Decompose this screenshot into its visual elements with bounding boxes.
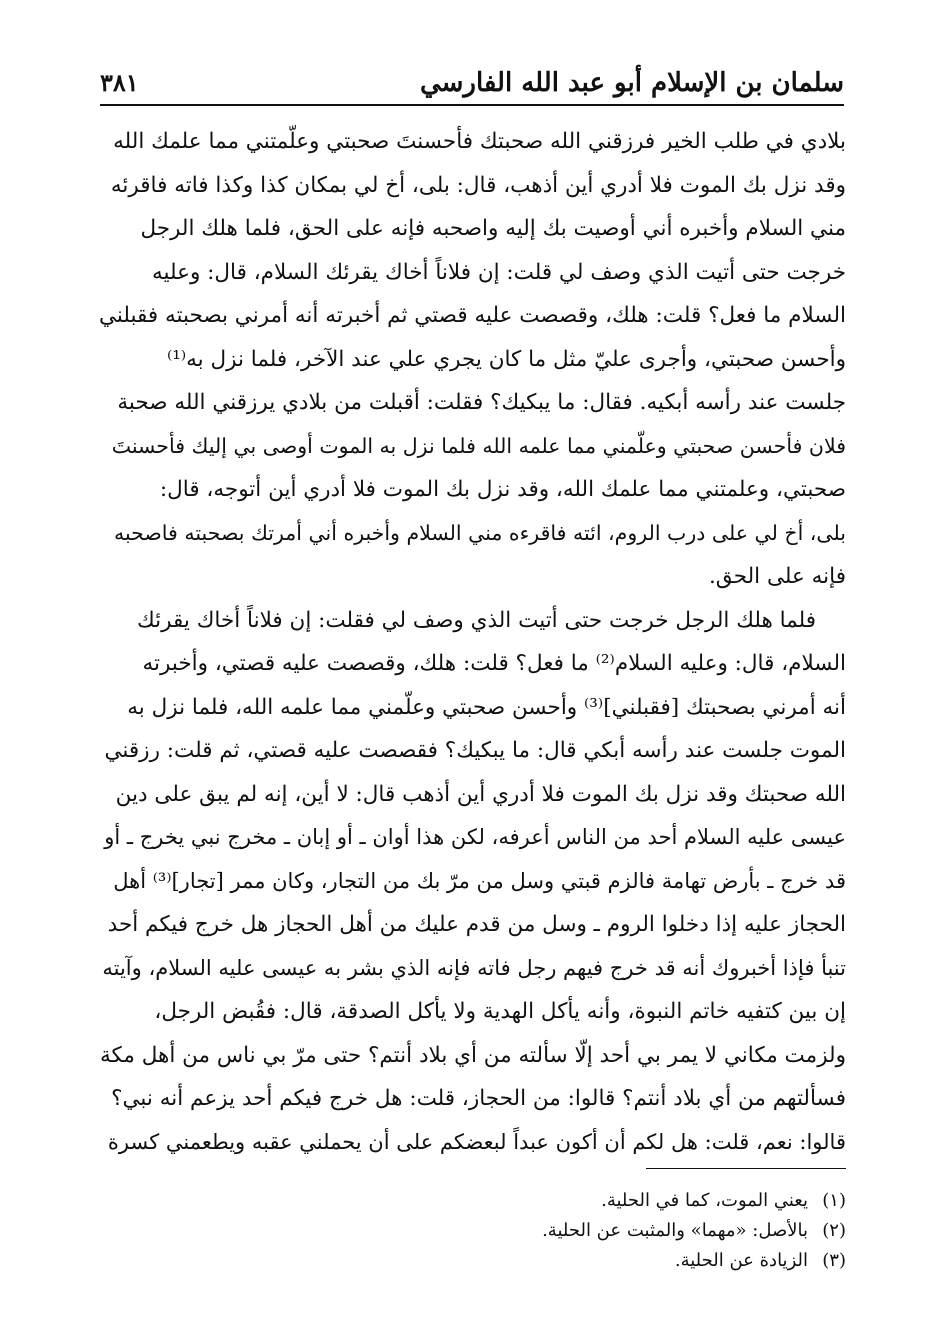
footnote-text: يعني الموت، كما في الحلية.	[601, 1190, 808, 1211]
text-line: بلى، أخ لي على درب الروم، ائته فاقرءه مني السلام وأخبره أني أمرتك بصحبته فاصحبه	[113, 520, 846, 545]
running-head-title: سلمان بن الإسلام أبو عبد الله الفارسي	[419, 68, 844, 98]
text-line: وقد نزل بك الموت فلا أدري أين أذهب، قال: بلى، أخ لي بمكان كذا وكذا فاته فاقرئه	[110, 172, 846, 198]
text-line: السلام ما فعل؟ قلت: هلك، وقصصت عليه قصتي ثم أخبرته أنه أمرني بصحبته فقبلني	[98, 303, 846, 328]
footnote-2	[98, 1216, 846, 1246]
footnote-3	[98, 1246, 846, 1276]
text-line: فلما هلك الرجل خرجت حتى أتيت الذي وصف لي فقلت: إن فلاناً أخاك يقرئك	[137, 607, 816, 633]
footnote-text: الزيادة عن الحلية.	[674, 1250, 808, 1271]
text-line: جلست عند رأسه أبكيه. فقال: ما يبكيك؟ فقلت: أقبلت من بلادي يرزقني الله صحبة	[117, 390, 846, 415]
text-line: فإنه على الحق.	[708, 564, 846, 589]
text-line: خرجت حتى أتيت الذي وصف لي قلت: إن فلاناً أخاك يقرئك السلام، قال: وعليه	[152, 259, 846, 285]
text-line: الله صحبتك وقد نزل بك الموت فلا أدري أين أذهب قال: لا أين، إنه لم يبق على دين	[115, 781, 846, 807]
footnote-number: (٢)	[822, 1220, 846, 1241]
footnote-text: بالأصل: «مهما» والمثبت عن الحلية.	[542, 1220, 808, 1241]
text-line: عيسى عليه السلام أحد من الناس أعرفه، لكن هذا أوان ـ أو إبان ـ مخرج نبي يخرج ـ أو	[104, 825, 846, 849]
text-line: وأحسن صحبتي، وأجرى عليّ مثل ما كان يجري علي عند الآخر، فلما نزل به⁽¹⁾	[166, 346, 846, 372]
footnotes	[98, 1186, 846, 1276]
footnote-number: (٣)	[822, 1250, 846, 1271]
paragraph-1	[98, 120, 846, 599]
text-line: الحجاز عليه إذا دخلوا الروم ـ وسل من قدم عليك من أهل الحجاز هل خرج فيكم أحد	[107, 912, 846, 937]
text-line: تنبأ فإذا أخبروك أنه قد خرج فيهم رجل فاته فإنه الذي بشر به عيسى عليه السلام، وآيته	[102, 955, 846, 980]
footnote-divider	[646, 1168, 846, 1169]
text-line: الموت جلست عند رأسه أبكي قال: ما يبكيك؟ فقصصت عليه قصتي، ثم قلت: رزقني	[104, 738, 846, 763]
text-line: فلان فأحسن صحبتي وعلّمني مما علمه الله فلما نزل به الموت أوصى بي إليك فأحسنتَ	[111, 433, 846, 458]
page-header	[100, 60, 844, 100]
text-line: إن بين كتفيه خاتم النبوة، وأنه يأكل الهدية ولا يأكل الصدقة، قال: فقُبض الرجل،	[154, 999, 846, 1024]
text-line: قالوا: نعم، قلت: هل لكم أن أكون عبداً لبعضكم على أن يحملني عقبه ويطعمني كسرة	[107, 1129, 846, 1154]
text-line: مني السلام وأخبره أني أوصيت بك إليه واصحبه فإنه على الحق، فلما هلك الرجل	[140, 216, 846, 241]
header-divider	[100, 104, 844, 106]
footnote-number: (١)	[822, 1190, 846, 1211]
text-line: أنه أمرني بصحبتك [فقبلني]⁽³⁾ وأحسن صحبتي وعلّمني مما علمه الله، فلما نزل به	[127, 694, 846, 720]
main-text	[98, 120, 846, 1164]
text-line: قد خرج ـ بأرض تهامة فالزم قبتي وسل من مرّ بك من التجار، وكان ممر [تجار]⁽³⁾ أهل	[113, 868, 846, 893]
paragraph-2	[98, 599, 846, 1165]
text-line: صحبتي، وعلمتني مما علمك الله، وقد نزل بك الموت فلا أدري أين أتوجه، قال:	[159, 477, 846, 502]
text-line: السلام، قال: وعليه السلام⁽²⁾ ما فعل؟ قلت: هلك، وقصصت عليه قصتي، وأخبرته	[142, 651, 846, 676]
text-line: فسألتهم من أي بلاد أنتم؟ قالوا: من الحجاز، قلت: هل خرج فيكم أحد يزعم أنه نبي؟	[111, 1086, 846, 1111]
text-line: ولزمت مكاني لا يمر بي أحد إلّا سألته من أي بلاد أنتم؟ حتى مرّ بي ناس من أهل مكة	[99, 1042, 846, 1068]
footnote-1	[98, 1186, 846, 1216]
page-number: ٣٨١	[100, 68, 139, 97]
text-line: بلادي في طلب الخير فرزقني الله صحبتك فأحسنتَ صحبتي وعلّمتني مما علمك الله	[113, 129, 846, 154]
